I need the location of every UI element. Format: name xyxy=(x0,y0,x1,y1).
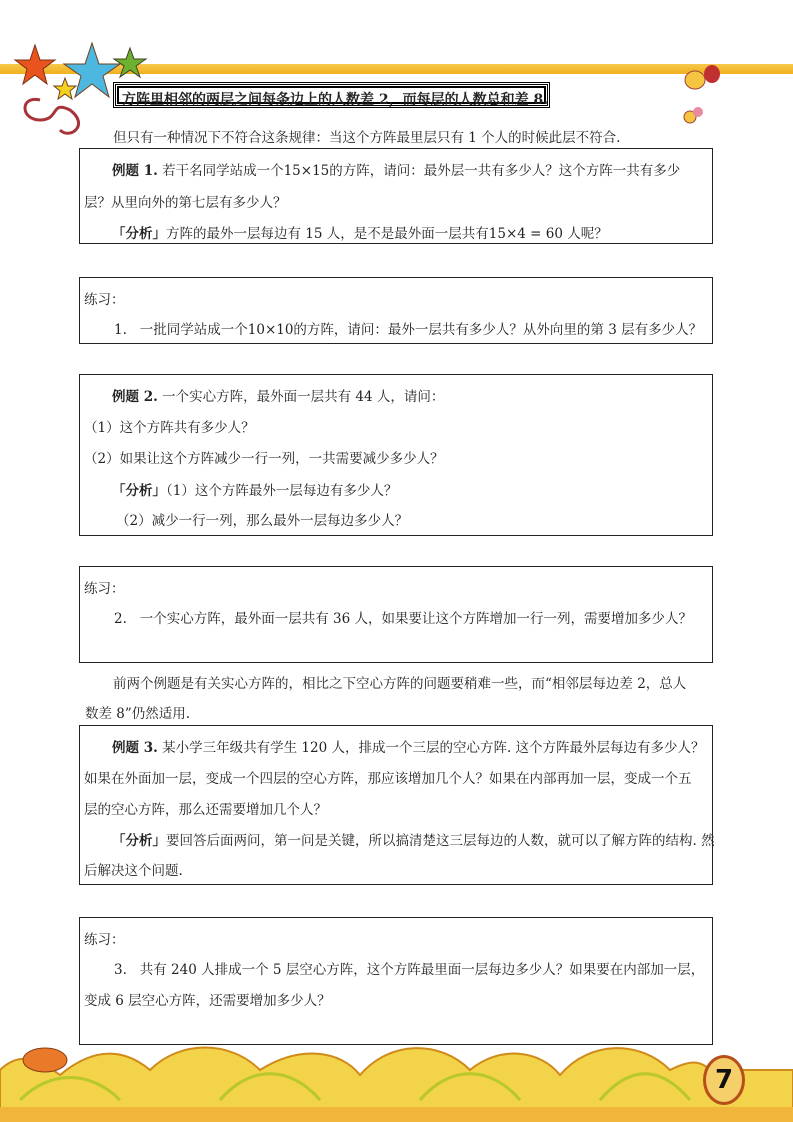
example-2-q1: （1）这个方阵共有多少人？ xyxy=(84,420,255,436)
example-3-line-3: 层的空心方阵，那么还需要增加几个人？ xyxy=(84,802,327,818)
example-3-analysis-2: 后解决这个问题. xyxy=(84,863,183,879)
rule-title: 方阵里相邻的两层之间每条边上的人数差 2，而每层的人数总和差 8. xyxy=(122,92,549,108)
example-2-analysis-1: 「分析」（1）这个方阵最外一层每边有多少人？ xyxy=(112,483,398,499)
practice-3-line-2: 变成 6 层空心方阵，还需要增加多少人？ xyxy=(84,993,331,1009)
practice-1-box xyxy=(79,277,713,344)
practice-3-line-1: 3. 共有 240 人排成一个 5 层空心方阵，这个方阵最里面一层每边多少人？如果要在内部加一层， xyxy=(114,962,705,978)
page-number: 7 xyxy=(703,1055,745,1105)
footer-band xyxy=(0,1107,793,1122)
interlude-line-2: 数差 8”仍然适用. xyxy=(85,706,191,722)
example-3-box xyxy=(79,725,713,885)
butterfly-decoration-icon xyxy=(680,62,730,137)
practice-1-label: 练习： xyxy=(84,292,125,308)
example-1-line-2: 层？从里向外的第七层有多少人？ xyxy=(84,195,287,211)
rule-note: 但只有一种情况下不符合这条规律：当这个方阵最里层只有 1 个人的时候此层不符合. xyxy=(113,130,621,146)
example-3-analysis-1: 「分析」要回答后面两问，第一问是关键，所以搞清楚这三层每边的人数，就可以了解方阵的结构. 然 xyxy=(112,833,715,849)
example-2-q2: （2）如果让这个方阵减少一行一列，一共需要减少多少人？ xyxy=(84,451,444,467)
example-2-analysis-2: （2）减少一行一列，那么最外一层每边多少人？ xyxy=(116,513,409,529)
example-1-box xyxy=(79,148,713,244)
practice-1-text: 1. 一批同学站成一个10×10的方阵，请问：最外一层共有多少人？从外向里的第 3 层有多少人？ xyxy=(114,322,703,338)
example-2-box xyxy=(79,374,713,536)
footer-wave-decoration-icon xyxy=(0,1040,793,1110)
example-3-line-2: 如果在外面加一层，变成一个四层的空心方阵，那应该增加几个人？如果在内部再加一层，变成一个五 xyxy=(84,771,692,787)
rule-title-box xyxy=(113,82,550,108)
practice-3-label: 练习： xyxy=(84,932,125,948)
practice-3-box xyxy=(79,917,713,1045)
example-1-analysis: 「分析」方阵的最外一层每边有 15 人，是不是最外面一层共有15×4 = 60 人呢？ xyxy=(112,226,608,242)
practice-2-text: 2. 一个实心方阵，最外面一层共有 36 人，如果要让这个方阵增加一行一列，需要增加多少人？ xyxy=(114,611,693,627)
example-3-line-1: 例题 3. 某小学三年级共有学生 120 人，排成一个三层的空心方阵. 这个方阵最外层每边有多少人？ xyxy=(112,740,705,756)
example-2-line-1: 例题 2. 一个实心方阵，最外面一层共有 44 人，请问： xyxy=(112,389,445,405)
practice-2-label: 练习： xyxy=(84,581,125,597)
example-1-line-1: 例题 1. 若干名同学站成一个15×15的方阵，请问：最外层一共有多少人？这个方阵一共有多少 xyxy=(112,163,681,179)
interlude-line-1: 前两个例题是有关实心方阵的，相比之下空心方阵的问题要稍难一些，而“相邻层每边差 2，总人 xyxy=(113,676,687,692)
practice-2-box xyxy=(79,566,713,663)
